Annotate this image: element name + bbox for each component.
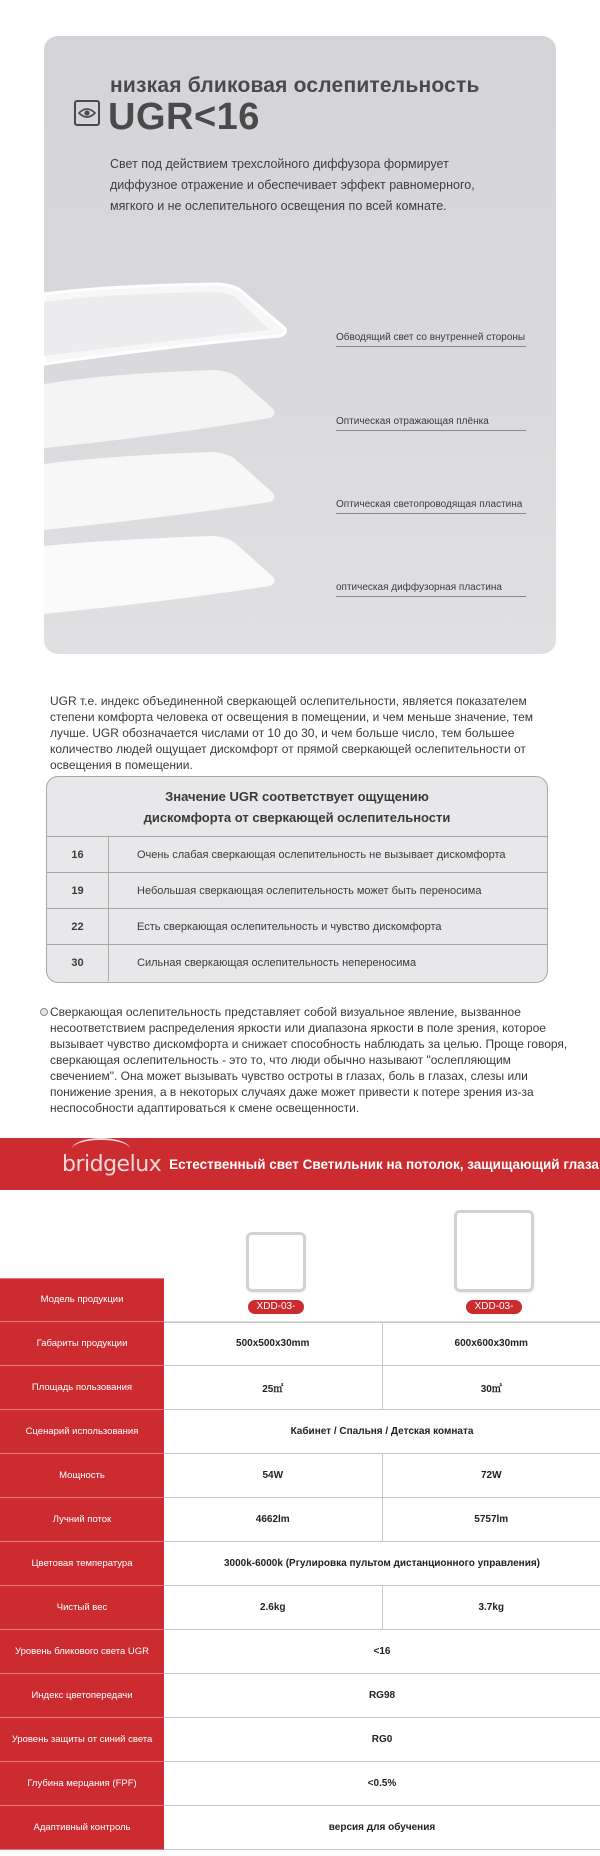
spec-values: [164, 1410, 600, 1454]
spec-label: Адаптивный контроль: [0, 1806, 164, 1850]
eye-icon: [74, 100, 100, 126]
spec-value: Кабинет / Спальня / Детская комната: [290, 1425, 474, 1437]
bullet-icon: [40, 1008, 48, 1016]
spec-label: Глубина мерцания (FPF): [0, 1762, 164, 1806]
spec-value: 54W: [164, 1454, 383, 1497]
spec-values: [164, 1454, 600, 1498]
hero-title: UGR<16: [108, 96, 260, 138]
spec-values: [164, 1366, 600, 1410]
spec-values: [164, 1322, 600, 1366]
table-row: [0, 1762, 600, 1806]
ugr-value: 16: [47, 837, 109, 872]
table-row: [0, 1542, 600, 1586]
spec-value: <0.5%: [367, 1777, 397, 1789]
spec-values: [164, 1498, 600, 1542]
spec-value: 3000k-6000k (Ргулировка пультом дистанционного управления): [223, 1557, 541, 1569]
ugr-header-line1: Значение UGR соответствует ощущению: [165, 788, 429, 804]
spec-values: [164, 1674, 600, 1718]
hero-subtitle: низкая бликовая ослепительность: [110, 74, 480, 97]
table-row: [0, 1806, 600, 1850]
spec-values: [164, 1806, 600, 1850]
spec-label: Модель продукции: [0, 1278, 164, 1322]
ugr-header-line2: дискомфорта от сверкающей ослепительности: [143, 809, 451, 825]
banner-title: Естественный свет Светильник на потолок, защищающий глаза: [169, 1156, 599, 1172]
spec-label: Индекс цветопередачи: [0, 1674, 164, 1718]
callout-reflective-film: Оптическая отражающая плёнка: [336, 416, 526, 431]
ugr-description-cell: Есть сверкающая ослепительность и чувство дискомфорта: [137, 920, 442, 933]
glare-note: Сверкающая ослепительность представляет собой визуальное явление, вызванное несоответствием распределения яркости или диапазона яркости в поле зрения, которое вызывает чувство дискомфорта и снижает способность наблюдать за целью. Проще говоря, сверкающая ослепительность - это то, что люди обычно называют "ослепляющим свечением". Она может вызывать чувство остроты в глазах, боль в глазах, слезы или понижение зрения, а в некоторых случаях даже может привести к потере зрения из-за неспособности адаптироваться к смене освещенности.: [50, 1005, 568, 1115]
spec-value: 25㎡: [164, 1366, 383, 1409]
spec-value: 30㎡: [480, 1383, 502, 1395]
table-row: [0, 1674, 600, 1718]
hero-card: [44, 36, 556, 654]
callout-inner-light: Обводящий свет со внутренней стороны: [336, 332, 526, 347]
spec-value: 72W: [480, 1469, 502, 1481]
spec-values: [164, 1542, 600, 1586]
spec-label: Площадь пользования: [0, 1366, 164, 1410]
ugr-table: [46, 776, 548, 983]
spec-values: [164, 1630, 600, 1674]
spec-label: Лучний поток: [0, 1498, 164, 1542]
table-row: [0, 1718, 600, 1762]
ugr-description-cell: Сильная сверкающая ослепительность непереносима: [137, 957, 417, 969]
table-row: [0, 1586, 600, 1630]
spec-label: Габариты продукции: [0, 1322, 164, 1366]
spec-value: 500x500x30mm: [164, 1323, 383, 1365]
ugr-table-header: [47, 777, 547, 837]
table-row: [0, 1454, 600, 1498]
spec-label: Чистый вес: [0, 1586, 164, 1630]
spec-values: [164, 1718, 600, 1762]
model-badge: XDD-03-2: [466, 1300, 522, 1314]
brand-name: bridgelux: [62, 1151, 162, 1177]
product-banner: [0, 1138, 600, 1190]
spec-value: 5757lm: [474, 1513, 509, 1525]
spec-value: версия для обучения: [328, 1821, 436, 1833]
spec-label: Сценарий использования: [0, 1410, 164, 1454]
ugr-description-cell: Небольшая сверкающая ослепительность может быть переносима: [137, 884, 482, 897]
table-row: [0, 1322, 600, 1366]
table-row: [0, 1498, 600, 1542]
spec-value: RG98: [368, 1689, 396, 1701]
table-row: [47, 873, 547, 909]
ugr-value: 19: [47, 873, 109, 908]
table-row: [47, 909, 547, 945]
spec-label: Уровень бликового света UGR: [0, 1630, 164, 1674]
ugr-description: UGR т.е. индекс объединенной сверкающей ослепительности, является показателем степени комфорта человека от освещения в помещении, и чем меньше значение, тем лучше. UGR обозначается числами от 10 до 30, и чем больше число, тем большее количество людей ощущает дискомфорт от прямой сверкающей ослепительности от освещения в помещении.: [50, 694, 534, 772]
table-row: [0, 1366, 600, 1410]
table-row: [0, 1410, 600, 1454]
diffuser-layers-illustration: [44, 236, 556, 636]
model-badge: XDD-03-1: [248, 1300, 304, 1314]
spec-value: 600x600x30mm: [454, 1338, 528, 1350]
spec-value: <16: [373, 1645, 391, 1657]
table-row: [47, 945, 547, 981]
spec-value: 2.6kg: [164, 1586, 383, 1629]
spec-value: 4662lm: [164, 1498, 383, 1541]
table-row: [47, 837, 547, 873]
hero-description: Свет под действием трехслойного диффузора формирует диффузное отражение и обеспечивает эффект равномерного, мягкого и не ослепительного освещения по всей комнате.: [110, 157, 475, 213]
spec-values: [164, 1762, 600, 1806]
spec-value: RG0: [371, 1733, 393, 1745]
spec-values: [164, 1586, 600, 1630]
table-row: [0, 1630, 600, 1674]
brand-logo: [62, 1152, 161, 1177]
brand-arc-icon: [72, 1138, 130, 1160]
ugr-value: 22: [47, 909, 109, 944]
spec-values: [164, 1278, 600, 1322]
table-row: [0, 1278, 600, 1322]
ugr-description-cell: Очень слабая сверкающая ослепительность не вызывает дискомфорта: [137, 848, 506, 861]
spec-label: Уровень защиты от синий света: [0, 1718, 164, 1762]
callout-light-guide-plate: Оптическая светопроводящая пластина: [336, 499, 526, 514]
spec-label: Цветовая температура: [0, 1542, 164, 1586]
ugr-value: 30: [47, 945, 109, 981]
spec-label: Мощность: [0, 1454, 164, 1498]
spec-value: 3.7kg: [478, 1601, 505, 1613]
callout-diffuser-plate: оптическая диффузорная пластина: [336, 582, 526, 597]
